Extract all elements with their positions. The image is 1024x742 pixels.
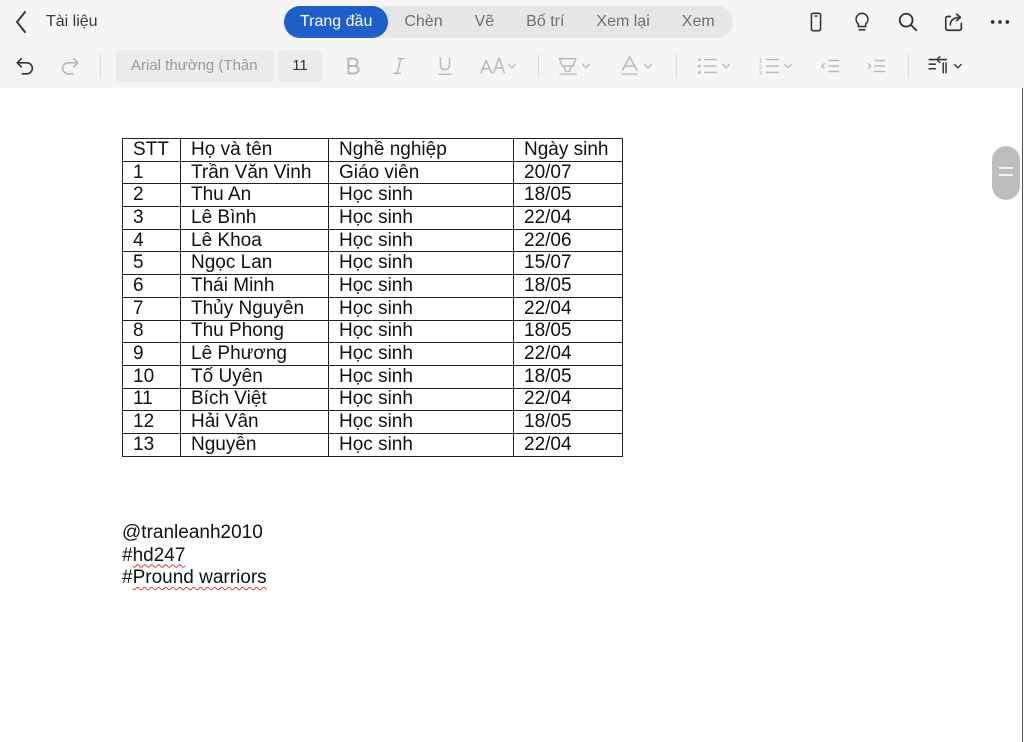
table-cell[interactable]: Nguyễn [181, 433, 329, 456]
paragraph-style-icon[interactable] [926, 54, 966, 78]
tab-insert[interactable]: Chèn [404, 13, 443, 30]
table-row [123, 343, 623, 366]
decrease-indent-icon[interactable] [820, 54, 842, 78]
table-row [123, 388, 623, 411]
table-cell[interactable]: 18/05 [514, 365, 623, 388]
table-cell[interactable]: Thủy Nguyên [181, 297, 329, 320]
header-cell[interactable]: STT [123, 139, 181, 162]
table-cell[interactable]: Học sinh [329, 275, 514, 298]
table-cell[interactable]: Học sinh [329, 297, 514, 320]
highlight-icon[interactable] [556, 54, 594, 78]
table-cell[interactable]: 22/04 [514, 297, 623, 320]
table-cell[interactable]: 13 [123, 433, 181, 456]
table-cell[interactable]: Ngọc Lan [181, 252, 329, 275]
table-cell[interactable]: Lê Bình [181, 207, 329, 230]
table-cell[interactable]: Thu Phong [181, 320, 329, 343]
table-cell[interactable]: 9 [123, 343, 181, 366]
back-button[interactable] [14, 9, 98, 35]
tab-layout[interactable]: Bố trí [526, 13, 565, 30]
table-row [123, 411, 623, 434]
font-name-field[interactable]: Arial thường (Thân [116, 50, 274, 82]
toolbar-divider [100, 54, 101, 78]
table-cell[interactable]: Học sinh [329, 184, 514, 207]
svg-text:2: 2 [758, 62, 763, 71]
table-row [123, 229, 623, 252]
bold-icon[interactable] [342, 54, 364, 78]
table-cell[interactable]: 11 [123, 388, 181, 411]
misspelled-word[interactable]: Pround warriors [132, 567, 267, 588]
table-cell[interactable]: Học sinh [329, 229, 514, 252]
header-cell[interactable]: Nghề nghiệp [329, 139, 514, 162]
grip-line [999, 167, 1013, 169]
lightbulb-icon[interactable] [850, 10, 874, 34]
header-cell[interactable]: Họ và tên [181, 139, 329, 162]
table-row [123, 320, 623, 343]
bullets-icon[interactable] [696, 54, 734, 78]
table-row [123, 184, 623, 207]
table-cell[interactable]: Tố Uyên [181, 365, 329, 388]
table-cell[interactable]: Thu An [181, 184, 329, 207]
table-cell[interactable]: Hải Vân [181, 411, 329, 434]
table-cell[interactable]: 18/05 [514, 320, 623, 343]
table-cell[interactable]: Trần Văn Vinh [181, 161, 329, 184]
table-cell[interactable]: 22/04 [514, 207, 623, 230]
table-cell[interactable]: 22/04 [514, 388, 623, 411]
table-header-row [123, 139, 623, 162]
misspelled-word[interactable]: hd247 [132, 544, 186, 566]
table-cell[interactable]: 3 [123, 207, 181, 230]
toolbar-divider [676, 54, 677, 78]
document-canvas[interactable] [0, 88, 1024, 742]
table-cell[interactable]: Lê Khoa [181, 229, 329, 252]
tab-home[interactable]: Trang đầu [284, 6, 388, 38]
table-cell[interactable]: 5 [123, 252, 181, 275]
formatting-toolbar [0, 44, 1024, 88]
table-cell[interactable]: Học sinh [329, 433, 514, 456]
table-row [123, 161, 623, 184]
hashtag-line[interactable] [122, 567, 267, 590]
more-icon[interactable] [988, 10, 1012, 34]
table-cell[interactable]: Học sinh [329, 252, 514, 275]
search-icon[interactable] [896, 10, 920, 34]
table-cell[interactable]: Bích Việt [181, 388, 329, 411]
table-cell[interactable]: 4 [123, 229, 181, 252]
table-cell[interactable]: Học sinh [329, 207, 514, 230]
mobile-view-icon[interactable] [804, 10, 828, 34]
table-row [123, 297, 623, 320]
table-row [123, 207, 623, 230]
table-cell[interactable]: Giáo viên [329, 161, 514, 184]
table-cell[interactable]: 15/07 [514, 252, 623, 275]
table-cell[interactable]: 20/07 [514, 161, 623, 184]
table-cell[interactable]: 8 [123, 320, 181, 343]
table-cell[interactable]: 2 [123, 184, 181, 207]
hashtag-line[interactable] [122, 545, 267, 568]
header-cell[interactable]: Ngày sinh [514, 139, 623, 162]
page-edge [1022, 88, 1023, 742]
svg-text:1: 1 [758, 56, 763, 65]
table-cell[interactable]: 22/04 [514, 433, 623, 456]
table-cell[interactable]: Thái Minh [181, 275, 329, 298]
table-cell[interactable]: 1 [123, 161, 181, 184]
toolbar-divider [538, 54, 539, 78]
table-cell[interactable]: Học sinh [329, 388, 514, 411]
table-row [123, 252, 623, 275]
scroll-handle[interactable] [992, 146, 1020, 200]
table-cell[interactable]: 12 [123, 411, 181, 434]
table-cell[interactable]: Lê Phương [181, 343, 329, 366]
table-cell[interactable]: 18/05 [514, 184, 623, 207]
redo-icon[interactable] [58, 54, 82, 78]
data-table [122, 138, 623, 457]
table-cell[interactable]: Học sinh [329, 320, 514, 343]
increase-indent-icon[interactable] [866, 54, 888, 78]
table-cell[interactable]: 7 [123, 297, 181, 320]
tab-view[interactable]: Xem [681, 13, 715, 30]
table-cell[interactable]: Học sinh [329, 365, 514, 388]
back-label: Tài liệu [46, 13, 98, 30]
grip-line [999, 174, 1013, 176]
table-cell[interactable]: 18/05 [514, 275, 623, 298]
numbering-icon[interactable] [758, 54, 796, 78]
tab-draw[interactable]: Vẽ [474, 13, 495, 30]
top-navigation-bar [0, 0, 1024, 44]
font-size-icon[interactable] [478, 54, 520, 78]
tags-block [122, 522, 267, 590]
table-cell[interactable]: Học sinh [329, 411, 514, 434]
table-cell[interactable]: Học sinh [329, 343, 514, 366]
font-size-field[interactable]: 11 [278, 50, 322, 82]
chevron-left-icon [14, 10, 28, 34]
table-cell[interactable]: 22/06 [514, 229, 623, 252]
table-cell[interactable]: 6 [123, 275, 181, 298]
table-cell[interactable]: 18/05 [514, 411, 623, 434]
hashtag-prefix: # [122, 544, 133, 566]
hashtag-prefix: # [122, 567, 133, 588]
table-cell[interactable]: 10 [123, 365, 181, 388]
table-cell[interactable]: 22/04 [514, 343, 623, 366]
undo-icon[interactable] [13, 54, 37, 78]
table-row [123, 365, 623, 388]
table-row [123, 275, 623, 298]
svg-text:3: 3 [758, 69, 763, 77]
handle-line[interactable]: @tranleanh2010 [122, 522, 263, 543]
italic-icon[interactable] [388, 54, 410, 78]
share-icon[interactable] [942, 10, 966, 34]
table-row [123, 433, 623, 456]
ribbon-tabs [284, 6, 733, 38]
font-color-icon[interactable] [618, 54, 656, 78]
underline-icon[interactable] [434, 54, 456, 78]
toolbar-divider [908, 54, 909, 78]
tab-review[interactable]: Xem lại [596, 13, 650, 30]
